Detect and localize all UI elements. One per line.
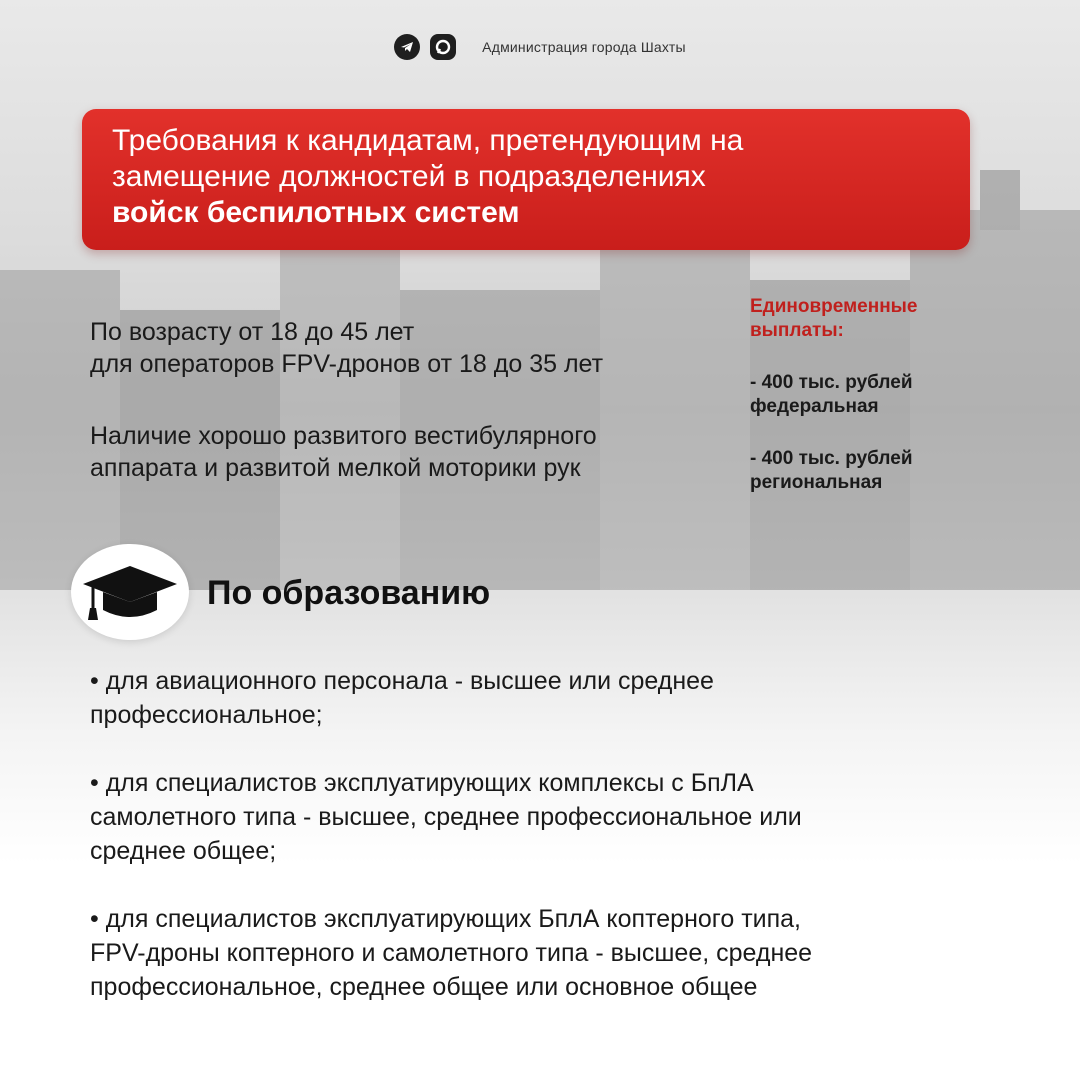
payment-regional-type: региональная <box>750 472 883 493</box>
payment-federal-type: федеральная <box>750 396 879 417</box>
bullet-3-line-1: • для специалистов эксплуатирующих БплА коптерного типа, <box>90 905 801 933</box>
banner-line-1: Требования к кандидатам, претендующим на <box>112 124 744 157</box>
age-line-2: для операторов FPV-дронов от 18 до 35 лет <box>90 350 604 378</box>
bullet-2-line-2: самолетного типа - высшее, среднее профессиональное или <box>90 803 802 831</box>
list-item <box>90 902 990 1004</box>
bullet-1-line-1: • для авиационного персонала - высшее или среднее <box>90 667 714 695</box>
vestibular-line-2: аппарата и развитой мелкой моторики рук <box>90 454 581 482</box>
payments-block <box>750 295 990 495</box>
payment-regional-amount: - 400 тыс. рублей <box>750 448 913 469</box>
telegram-icon[interactable] <box>394 34 420 60</box>
age-requirement <box>90 316 603 380</box>
bullet-1-line-2: профессиональное; <box>90 701 323 729</box>
education-bullets <box>90 664 990 1038</box>
payment-federal <box>750 371 990 419</box>
payments-title-line-2: выплаты: <box>750 320 844 341</box>
bullet-3-line-3: профессиональное, среднее общее или основное общее <box>90 973 758 1001</box>
banner-line-3: войск беспилотных систем <box>112 196 520 229</box>
max-messenger-icon[interactable] <box>430 34 456 60</box>
age-line-1: По возрасту от 18 до 45 лет <box>90 318 415 346</box>
list-item <box>90 766 990 868</box>
list-item <box>90 664 990 732</box>
payments-title-line-1: Единовременные <box>750 296 918 317</box>
vestibular-requirement <box>90 420 597 484</box>
bullet-3-line-2: FPV-дроны коптерного и самолетного типа - высшее, среднее <box>90 939 813 967</box>
header-org-name: Администрация города Шахты <box>482 39 686 55</box>
vestibular-line-1: Наличие хорошо развитого вестибулярного <box>90 422 597 450</box>
education-title: По образованию <box>207 574 491 612</box>
graduation-cap-icon <box>71 544 189 640</box>
payment-regional <box>750 447 990 495</box>
bullet-2-line-1: • для специалистов эксплуатирующих комплексы с БпЛА <box>90 769 754 797</box>
banner-line-2: замещение должностей в подразделениях <box>112 160 706 193</box>
education-icon-circle <box>71 544 189 640</box>
header <box>0 34 1080 60</box>
payments-title <box>750 295 990 343</box>
payment-federal-amount: - 400 тыс. рублей <box>750 372 913 393</box>
title-banner <box>82 109 970 250</box>
bullet-2-line-3: среднее общее; <box>90 837 277 865</box>
